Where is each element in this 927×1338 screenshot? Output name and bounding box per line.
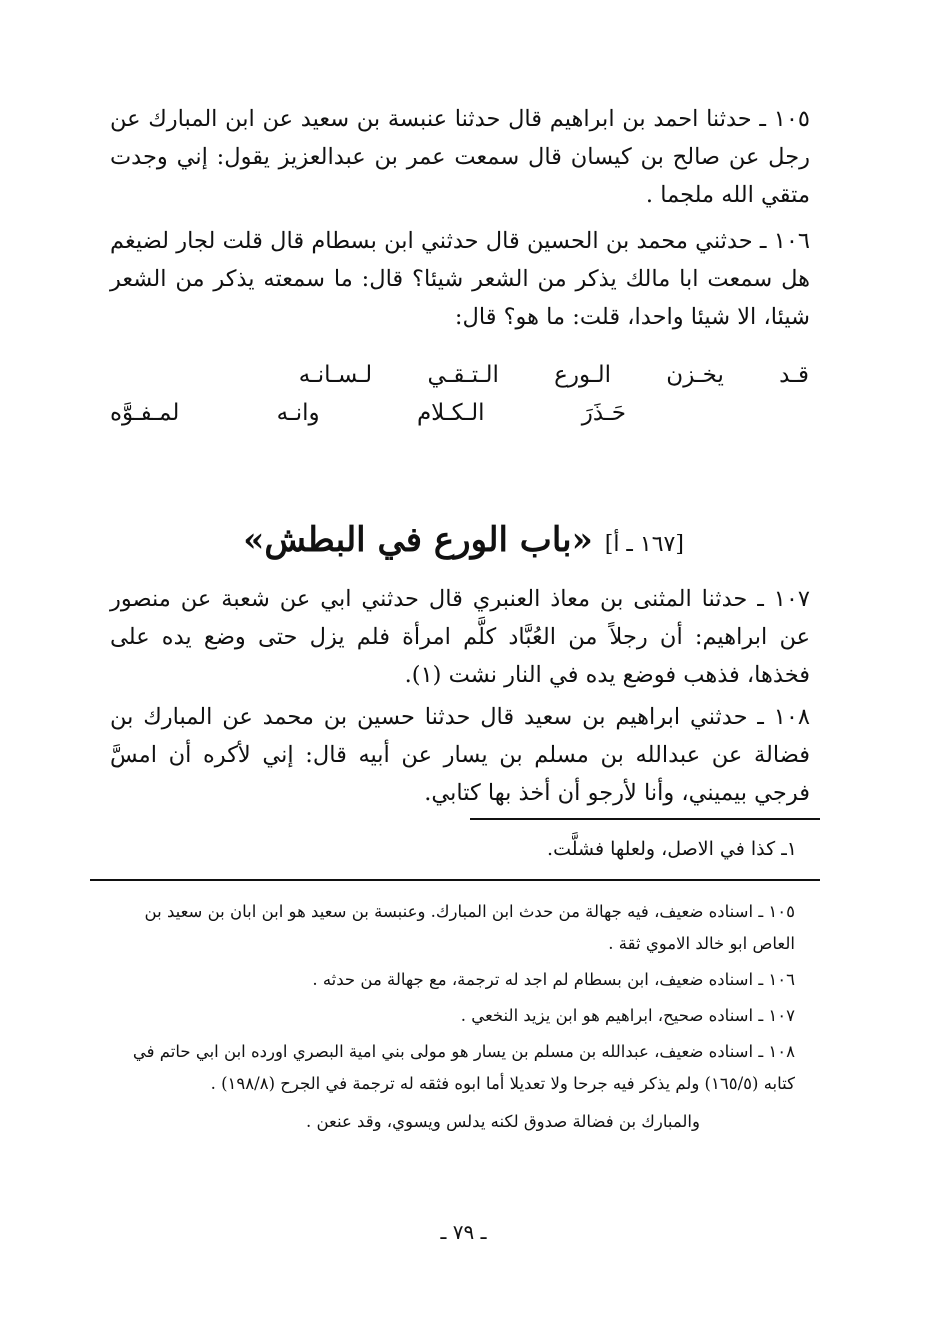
footnote-108-continued: والمبارك بن فضالة صدوق لكنه يدلس ويسوي، وقد عنعن . [305,1112,700,1131]
paragraph-108: ١٠٨ ـ حدثني ابراهيم بن سعيد قال حدثنا حسين بن محمد عن المبارك بن فضالة عن عبدالله بن مسلم بن يسار عن أبيه قال: إني لأكره أن امسَّ فرجي بيميني، وأنا لأرجو أن أخذ بها كتابي. [110,704,810,806]
footnote-108: ١٠٨ ـ اسناده ضعيف، عبدالله بن مسلم بن يسار هو مولى بني امية البصري اورده ابن ابي حاتم في كتابه (١٦٥/٥) ولم يذكر فيه جرحا ولا تعديلا أما ابوه فثقه له ترجمة في الجرح (١٩٨/٨) . [132,1042,795,1093]
heading-reference: [١٦٧ ـ أ] [604,532,684,557]
verse-line-2: حَـذَرَ الـكـلام وانـه لمـفـوَّه [110,400,626,426]
footnote-105: ١٠٥ ـ اسناده ضعيف، فيه جهالة من حدث ابن المبارك. وعنبسة بن سعيد هو ابن ابان بن سعيد بن العاص ابو خالد الاموي ثقة . [144,902,795,953]
footnotes-block [105,896,795,1138]
footnote-107: ١٠٧ ـ اسناده صحيح، ابراهيم هو ابن يزيد النخعي . [460,1006,795,1025]
footnote-106: ١٠٦ ـ اسناده ضعيف، ابن بسطام لم اجد له ترجمة، مع جهالة من حدثه . [312,970,795,989]
main-text-block-2 [110,580,810,812]
footnotes-divider [90,879,820,881]
note-divider [470,818,820,820]
page-number: ـ ٧٩ ـ [440,1220,487,1244]
chapter-heading [150,520,777,560]
paragraph-107: ١٠٧ ـ حدثنا المثنى بن معاذ العنبري قال حدثني ابي عن شعبة عن منصور عن ابراهيم: أن رجلاً من العُبَّاد كلَّم امرأة فلم يزل حتى وضع يده على فخذها، فذهب فوضع يده في النار نشت (١). [110,586,810,688]
heading-title: «باب الورع في البطش» [243,520,593,560]
paragraph-105: ١٠٥ ـ حدثنا احمد بن ابراهيم قال حدثنا عنبسة بن سعيد عن ابن المبارك عن رجل عن صالح بن كيسان قال سمعت عمر بن عبدالعزيز يقول: إني وجدت متقي الله ملجما . [110,106,810,208]
note-1: ١ـ كذا في الاصل، ولعلها فشلَّت. [547,838,797,860]
paragraph-106: ١٠٦ ـ حدثني محمد بن الحسين قال حدثني ابن بسطام قال قلت لجار لضيغم هل سمعت ابا مالك يذكر من الشعر شيئا؟ قال: ما سمعته يذكر من الشعر شيئا، الا شيئا واحدا، قلت: ما هو؟ قال: [110,228,810,330]
verse-line-1: قـد يخـزن الـورع الـتـقـي لـسـانـه [298,362,809,388]
main-text-block-1 [110,100,810,336]
